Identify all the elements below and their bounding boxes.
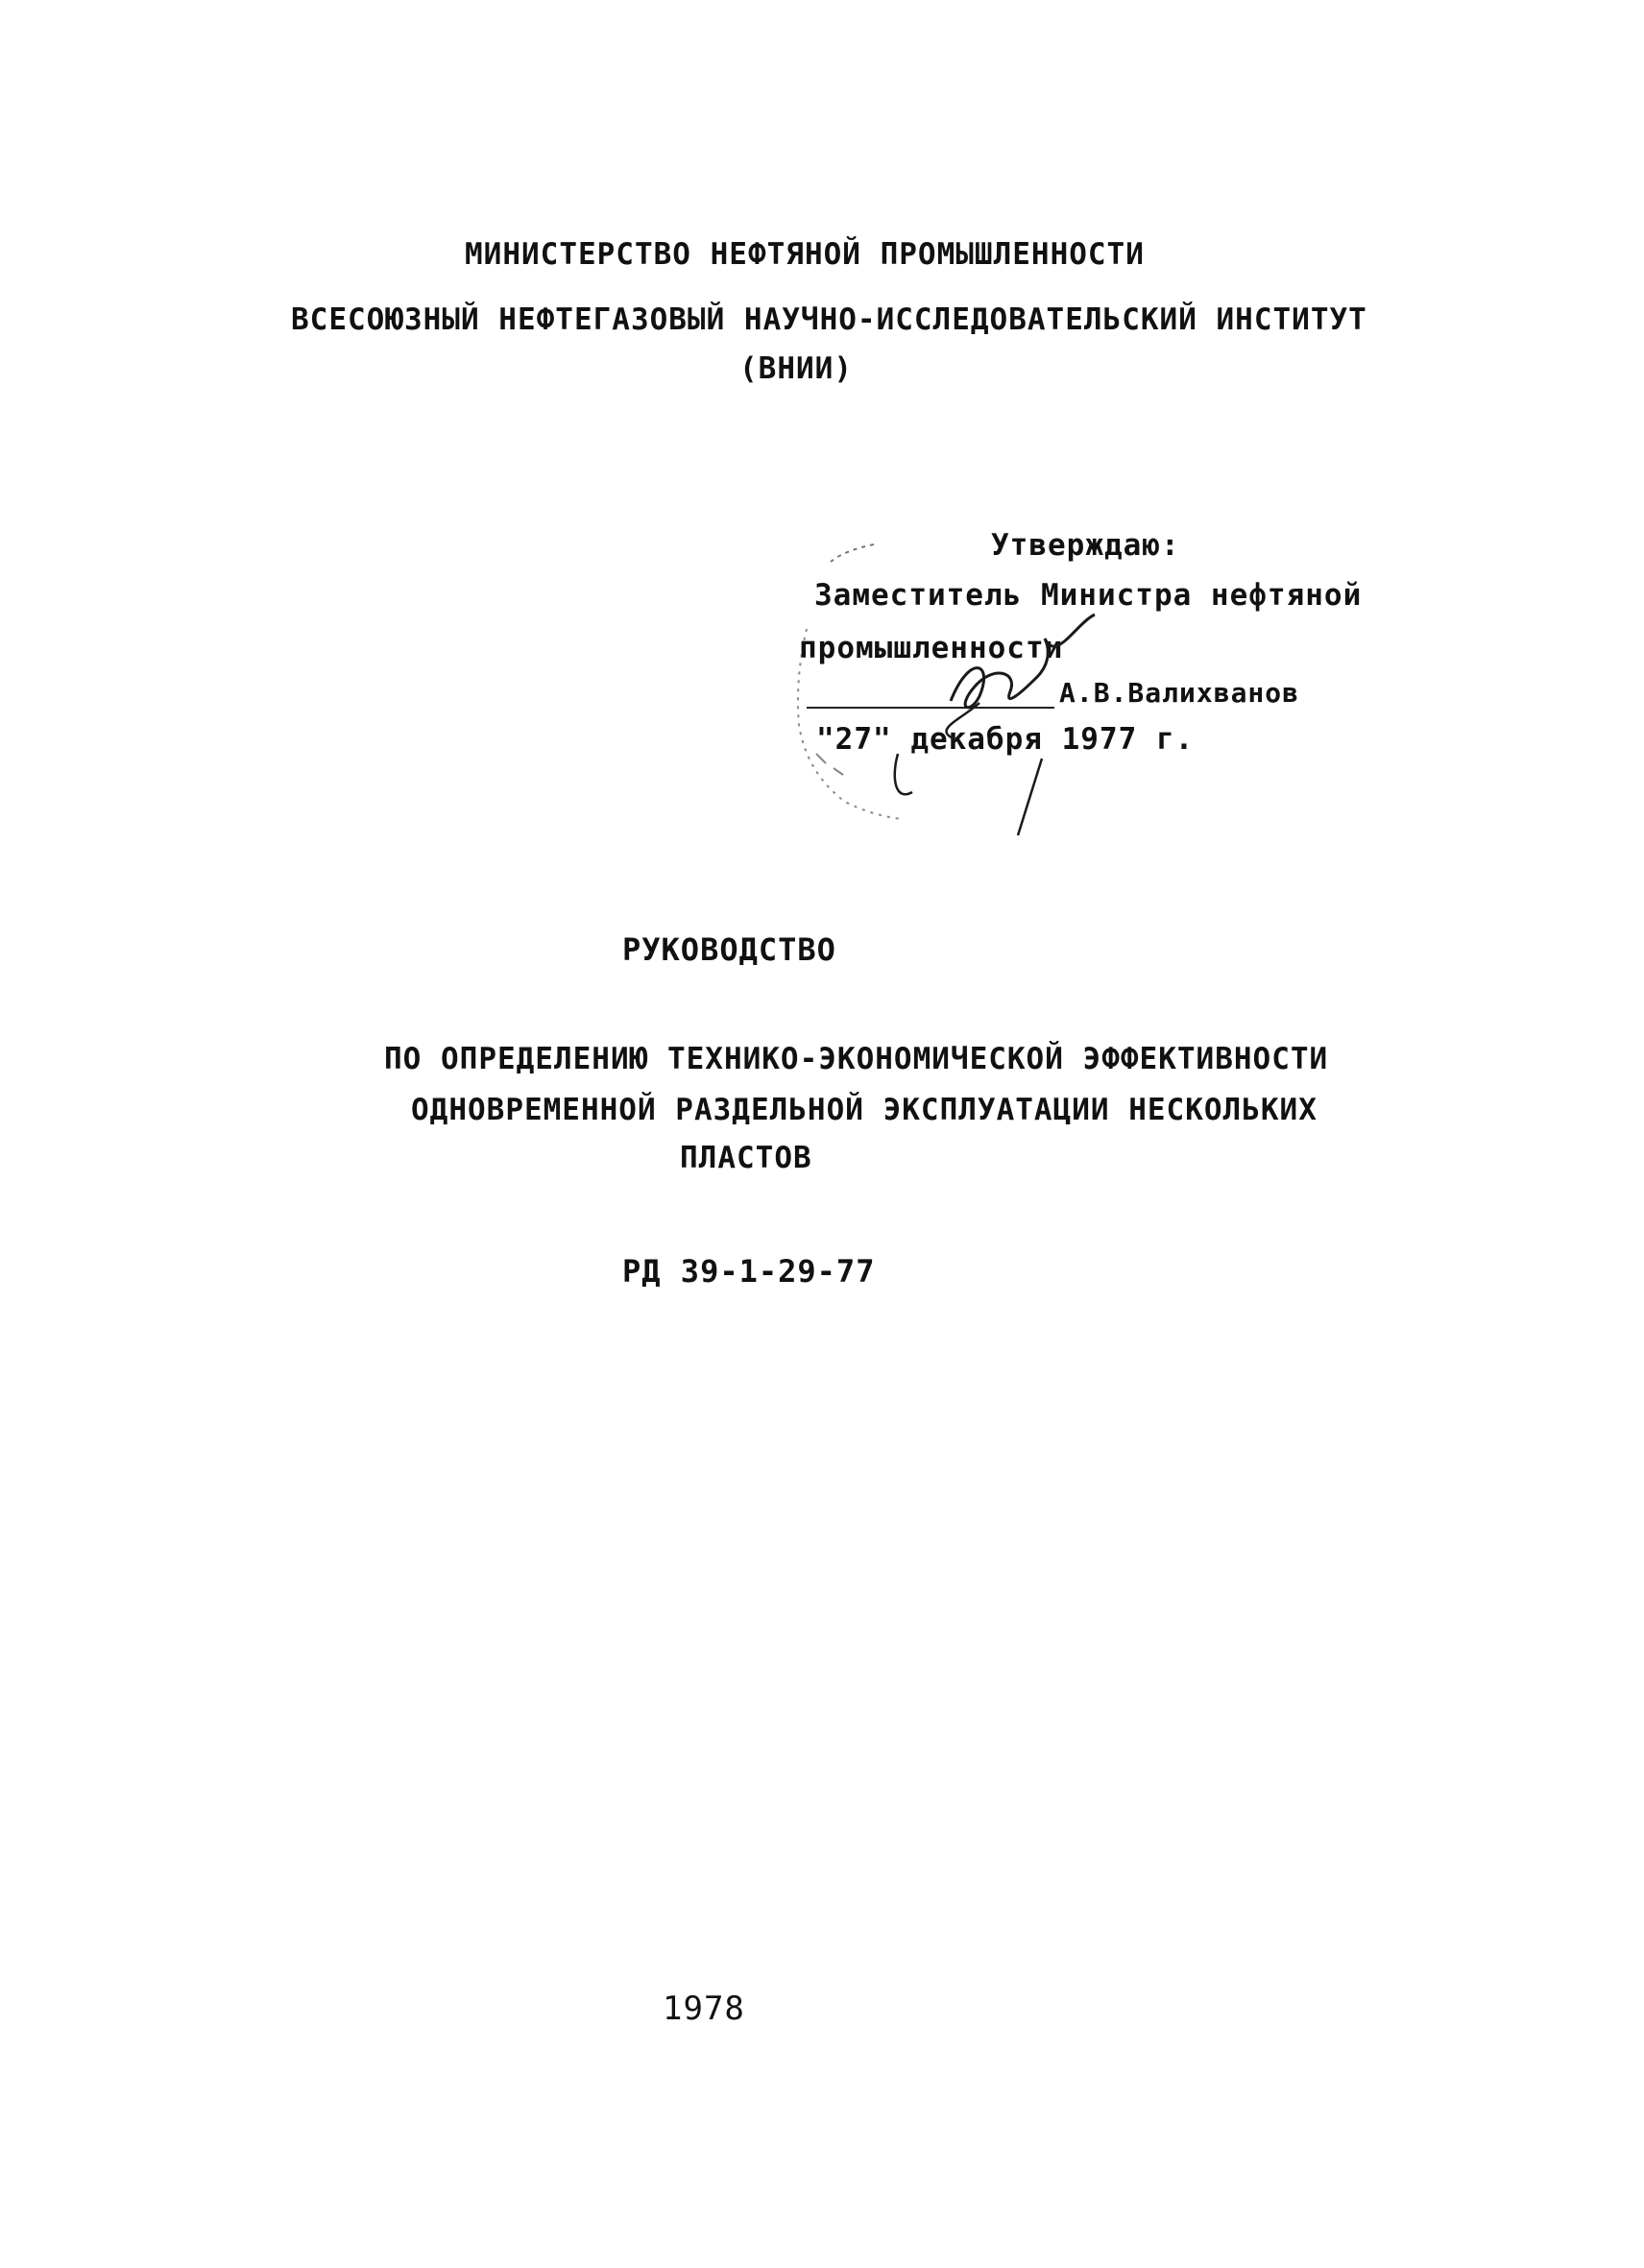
approval-date: "27" декабря 1977 г.	[816, 722, 1195, 757]
approval-label: Утверждаю:	[991, 528, 1180, 563]
approver-position-line-1: Заместитель Министра нефтяной	[814, 578, 1363, 613]
document-subject-line-3: ПЛАСТОВ	[680, 1141, 812, 1175]
ministry-heading: МИНИСТЕРСТВО НЕФТЯНОЙ ПРОМЫШЛЕННОСТИ	[465, 237, 1145, 272]
approver-name: А.В.Валихванов	[1059, 677, 1300, 709]
institute-heading: ВСЕСОЮЗНЫЙ НЕФТЕГАЗОВЫЙ НАУЧНО-ИССЛЕДОВАТЕЛЬСКИЙ ИНСТИТУТ	[291, 302, 1367, 337]
institute-abbreviation: (ВНИИ)	[739, 351, 853, 386]
handwritten-signature	[787, 595, 1191, 845]
approver-position-line-2: промышленности	[799, 631, 1064, 665]
publication-year: 1978	[663, 1990, 745, 2028]
document-type: РУКОВОДСТВО	[622, 931, 836, 968]
document-code: РД 39-1-29-77	[622, 1253, 876, 1290]
document-subject-line-1: ПО ОПРЕДЕЛЕНИЮ ТЕХНИКО-ЭКОНОМИЧЕСКОЙ ЭФФЕКТИВНОСТИ	[384, 1042, 1329, 1076]
document-subject-line-2: ОДНОВРЕМЕННОЙ РАЗДЕЛЬНОЙ ЭКСПЛУАТАЦИИ НЕСКОЛЬКИХ	[411, 1093, 1318, 1127]
